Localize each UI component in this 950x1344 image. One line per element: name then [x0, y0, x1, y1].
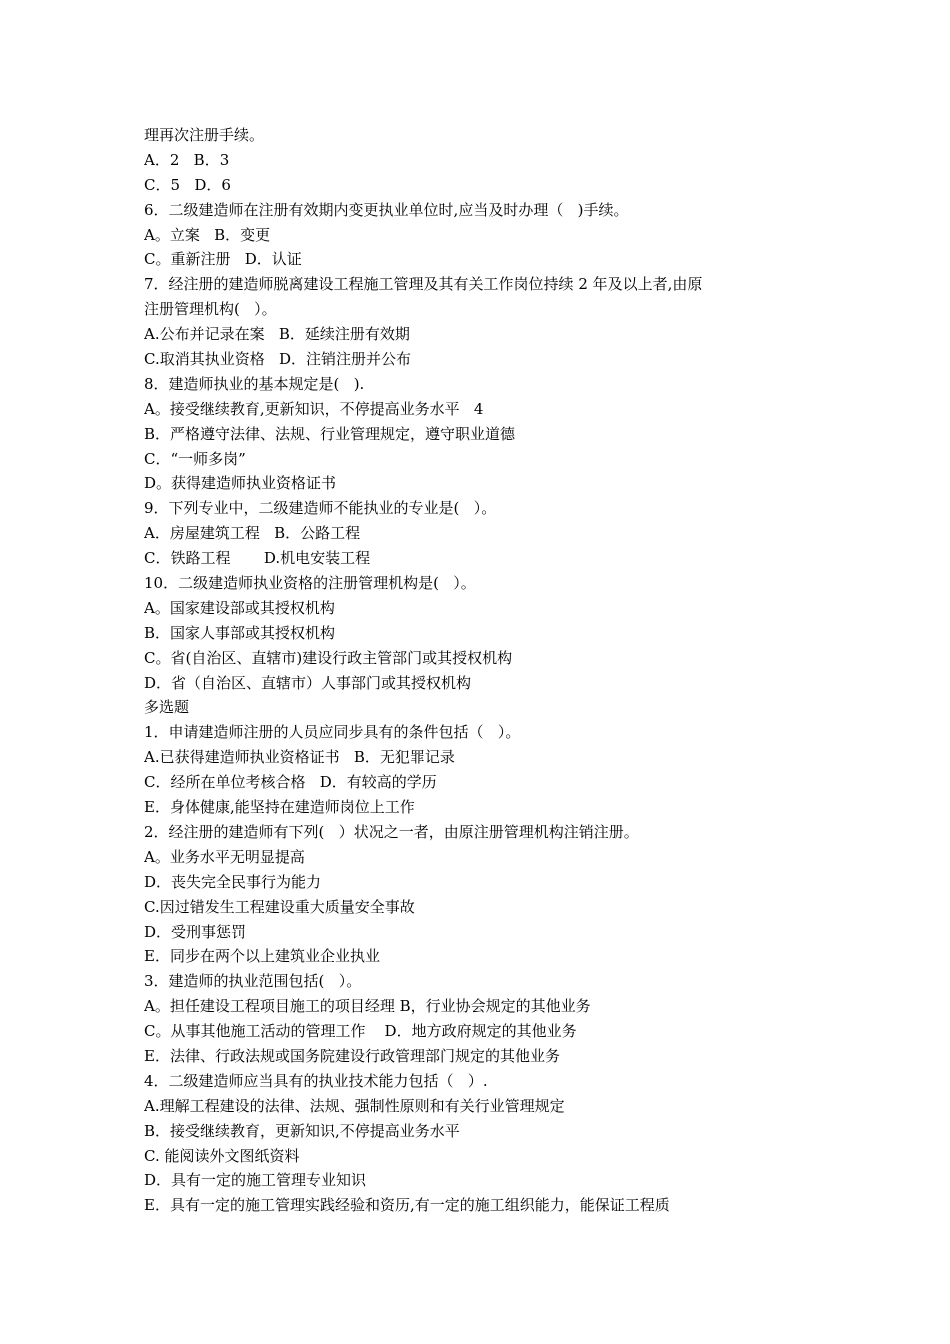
option-line: E．同步在两个以上建筑业企业执业: [144, 947, 380, 966]
option-line: D．丧失完全民事行为能力: [144, 872, 322, 891]
option-line: B．国家人事部或其授权机构: [144, 623, 336, 642]
option-line: A.理解工程建设的法律、法规、强制性原则和有关行业管理规定: [144, 1096, 565, 1115]
question-10: 10．二级建造师执业资格的注册管理机构是( ）。: [144, 574, 476, 593]
text-line: 理再次注册手续。: [144, 126, 265, 144]
question-6: 6．二级建造师在注册有效期内变更执业单位时,应当及时办理（ )手续。: [144, 200, 629, 219]
option-line: C。重新注册 D．认证: [144, 250, 302, 269]
option-line: A．2 B．3: [144, 150, 230, 169]
option-line: C．经所在单位考核合格 D．有较高的学历: [144, 773, 437, 792]
section-heading: 多选题: [144, 698, 190, 717]
option-line: D．受刑事惩罚: [144, 922, 247, 941]
option-line: E．法律、行政法规或国务院建设行政管理部门规定的其他业务: [144, 1046, 560, 1065]
question-8: 8．建造师执业的基本规定是( ).: [144, 374, 365, 393]
option-line: E．具有一定的施工管理实践经验和资历,有一定的施工组织能力，能保证工程质: [144, 1196, 670, 1215]
multi-question-1: 1．申请建造师注册的人员应同步具有的条件包括（ ）。: [144, 723, 521, 742]
option-line: E．身体健康,能坚持在建造师岗位上工作: [144, 798, 415, 817]
option-line: C. 能阅读外文图纸资料: [144, 1146, 300, 1165]
question-7: 7．经注册的建造师脱离建设工程施工管理及其有关工作岗位持续 2 年及以上者,由原: [144, 275, 703, 294]
option-line: C。从事其他施工活动的管理工作 D．地方政府规定的其他业务: [144, 1022, 577, 1041]
option-line: B．接受继续教育，更新知识,不停提高业务水平: [144, 1121, 460, 1140]
multi-question-2: 2．经注册的建造师有下列( ）状况之一者，由原注册管理机构注销注册。: [144, 822, 639, 841]
option-line: C．5 D．6: [144, 175, 231, 194]
option-line: C。省(自治区、直辖市)建设行政主管部门或其授权机构: [144, 648, 513, 667]
option-line: A.公布并记录在案 B．延续注册有效期: [144, 325, 410, 344]
option-line: A。担任建设工程项目施工的项目经理 B，行业协会规定的其他业务: [144, 997, 591, 1016]
option-line: A.已获得建造师执业资格证书 B．无犯罪记录: [144, 748, 455, 767]
option-line: C.因过错发生工程建设重大质量安全事故: [144, 897, 415, 916]
option-line: C.取消其执业资格 D．注销注册并公布: [144, 350, 412, 369]
option-line: A。国家建设部或其授权机构: [144, 598, 335, 617]
option-line: D。获得建造师执业资格证书: [144, 474, 337, 493]
document-body: [144, 123, 804, 1218]
multi-question-4: 4．二级建造师应当具有的执业技术能力包括（ ）.: [144, 1071, 488, 1090]
question-9: 9．下列专业中，二级建造师不能执业的专业是( ）。: [144, 499, 497, 518]
option-line: C．“一师多岗”: [144, 449, 246, 468]
option-line: A．房屋建筑工程 B．公路工程: [144, 524, 361, 543]
option-line: D．具有一定的施工管理专业知识: [144, 1171, 367, 1190]
option-line: B．严格遵守法律、法规、行业管理规定，遵守职业道德: [144, 424, 516, 443]
option-line: D．省（自治区、直辖市）人事部门或其授权机构: [144, 673, 472, 692]
option-line: A。接受继续教育,更新知识，不停提高业务水平 4: [144, 399, 484, 418]
option-line: A。业务水平无明显提高: [144, 847, 305, 866]
option-line: A。立案 B．变更: [144, 225, 271, 244]
question-7-continued: 注册管理机构( ）。: [144, 300, 277, 319]
multi-question-3: 3．建造师的执业范围包括( ）。: [144, 972, 362, 991]
option-line: C．铁路工程 D.机电安装工程: [144, 549, 371, 568]
